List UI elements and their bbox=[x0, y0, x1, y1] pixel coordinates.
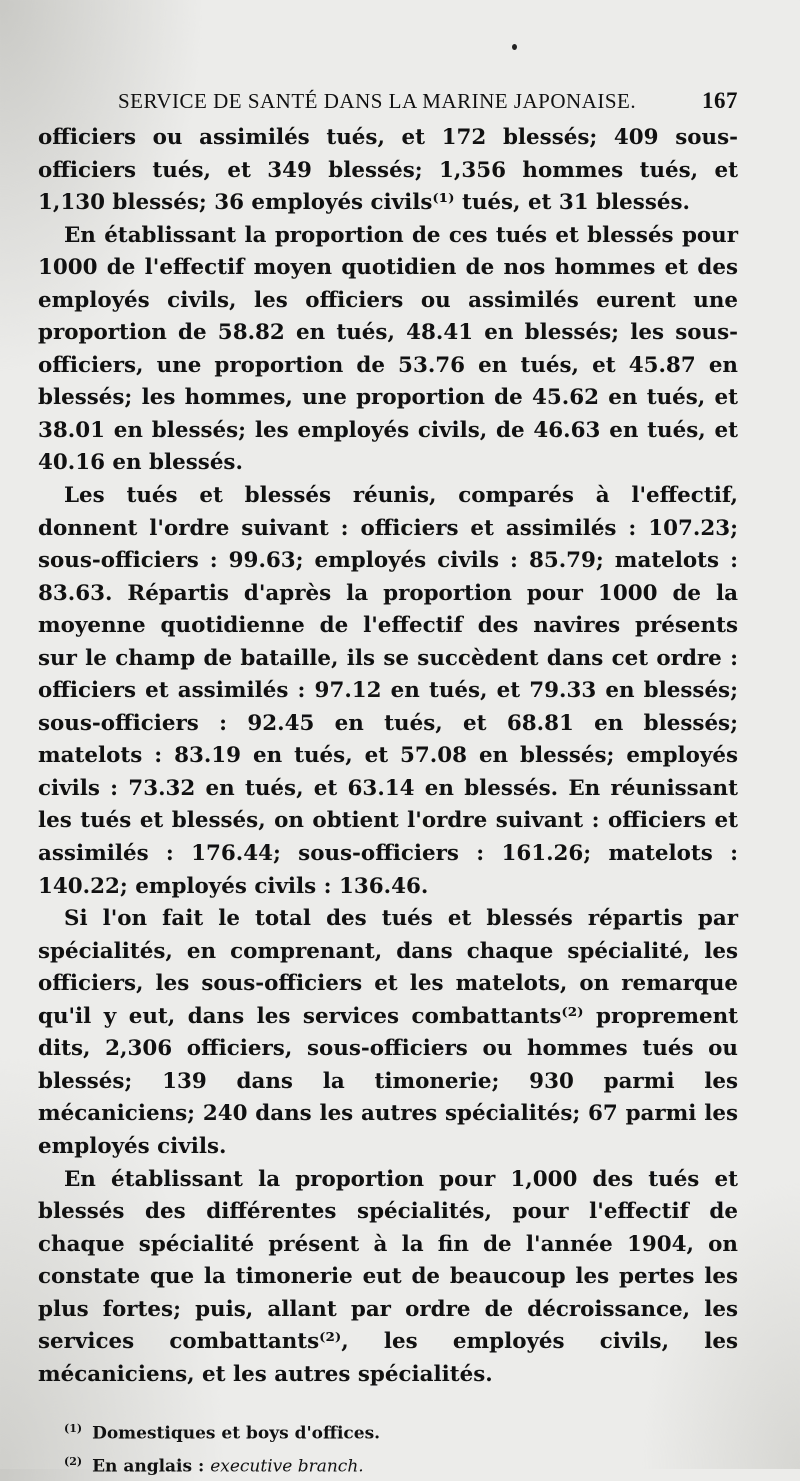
body-text bbox=[38, 122, 738, 1391]
footnote-italic-text: executive branch. bbox=[210, 1456, 364, 1477]
paragraph-continued: officiers ou assimilés tués, et 172 blessés; 409 sous-officiers tués, et 349 blessés; 1,356 hommes tués, et 1,130 blessés; 36 employés civils⁽¹⁾ tués, et 31 blessés. bbox=[38, 125, 738, 216]
book-page bbox=[38, 88, 738, 1481]
ink-speck bbox=[512, 44, 517, 50]
page-number: 167 bbox=[702, 88, 738, 113]
paragraph: Si l'on fait le total des tués et blessés répartis par spécialités, en comprenant, dans chaque spécialité, les officiers, les sous-officiers et les matelots, on remarque qu'il y eut, dans les services combattants⁽²⁾ proprement dits, 2,306 officiers, sous-officiers ou hommes tués ou blessés; 139 dans la timonerie; 930 parmi les mécaniciens; 240 dans les autres spécialités; 67 parmi les employés civils. bbox=[38, 906, 738, 1159]
footnote-text: Domestiques et boys d'offices. bbox=[92, 1423, 381, 1444]
running-head bbox=[118, 88, 738, 114]
footnote bbox=[64, 1415, 738, 1448]
footnote-mark: (1) bbox=[64, 1422, 83, 1436]
paragraph: En établissant la proportion de ces tués et blessés pour 1000 de l'effectif moyen quotidien de nos hommes et des employés civils, les officiers ou assimilés eurent une proportion de 58.82 en tués, 48.41 en blessés; les sous-officiers, une proportion de 53.76 en tués, et 45.87 en blessés; les hommes, une proportion de 45.62 en tués, et 38.01 en blessés; les employés civils, de 46.63 en tués, et 40.16 en blessés. bbox=[38, 222, 738, 476]
footnotes bbox=[64, 1415, 738, 1480]
footnote-mark: (2) bbox=[64, 1454, 83, 1468]
footnote-text: En anglais : bbox=[92, 1456, 205, 1477]
footnote bbox=[64, 1448, 738, 1481]
paragraph: En établissant la proportion pour 1,000 des tués et blessés des différentes spécialités, pour l'effectif de chaque spécialité présent à la fin de l'année 1904, on constate que la timonerie eut de beaucoup les pertes les plus fortes; puis, allant par ordre de décroissance, les services combattants⁽²⁾, les employés civils, les mécaniciens, et les autres spécialités. bbox=[38, 1166, 738, 1387]
running-head-title: SERVICE DE SANTÉ DANS LA MARINE JAPONAISE. bbox=[118, 89, 637, 113]
paragraph: Les tués et blessés réunis, comparés à l'effectif, donnent l'ordre suivant : officiers et assimilés : 107.23; sous-officiers : 99.63; employés civils : 85.79; matelots : 83.63. Répartis d'après la proportion pour 1000 de la moyenne quotidienne de l'effectif des navires présents sur le champ de bataille, ils se succèdent dans cet ordre : officiers et assimilés : 97.12 en tués, et 79.33 en blessés; sous-officiers : 92.45 en tués, et 68.81 en blessés; matelots : 83.19 en tués, et 57.08 en blessés; employés civils : 73.32 en tués, et 63.14 en blessés. En réunissant les tués et blessés, on obtient l'ordre suivant : officiers et assimilés : 176.44; sous-officiers : 161.26; matelots : 140.22; employés civils : 136.46. bbox=[38, 483, 738, 899]
